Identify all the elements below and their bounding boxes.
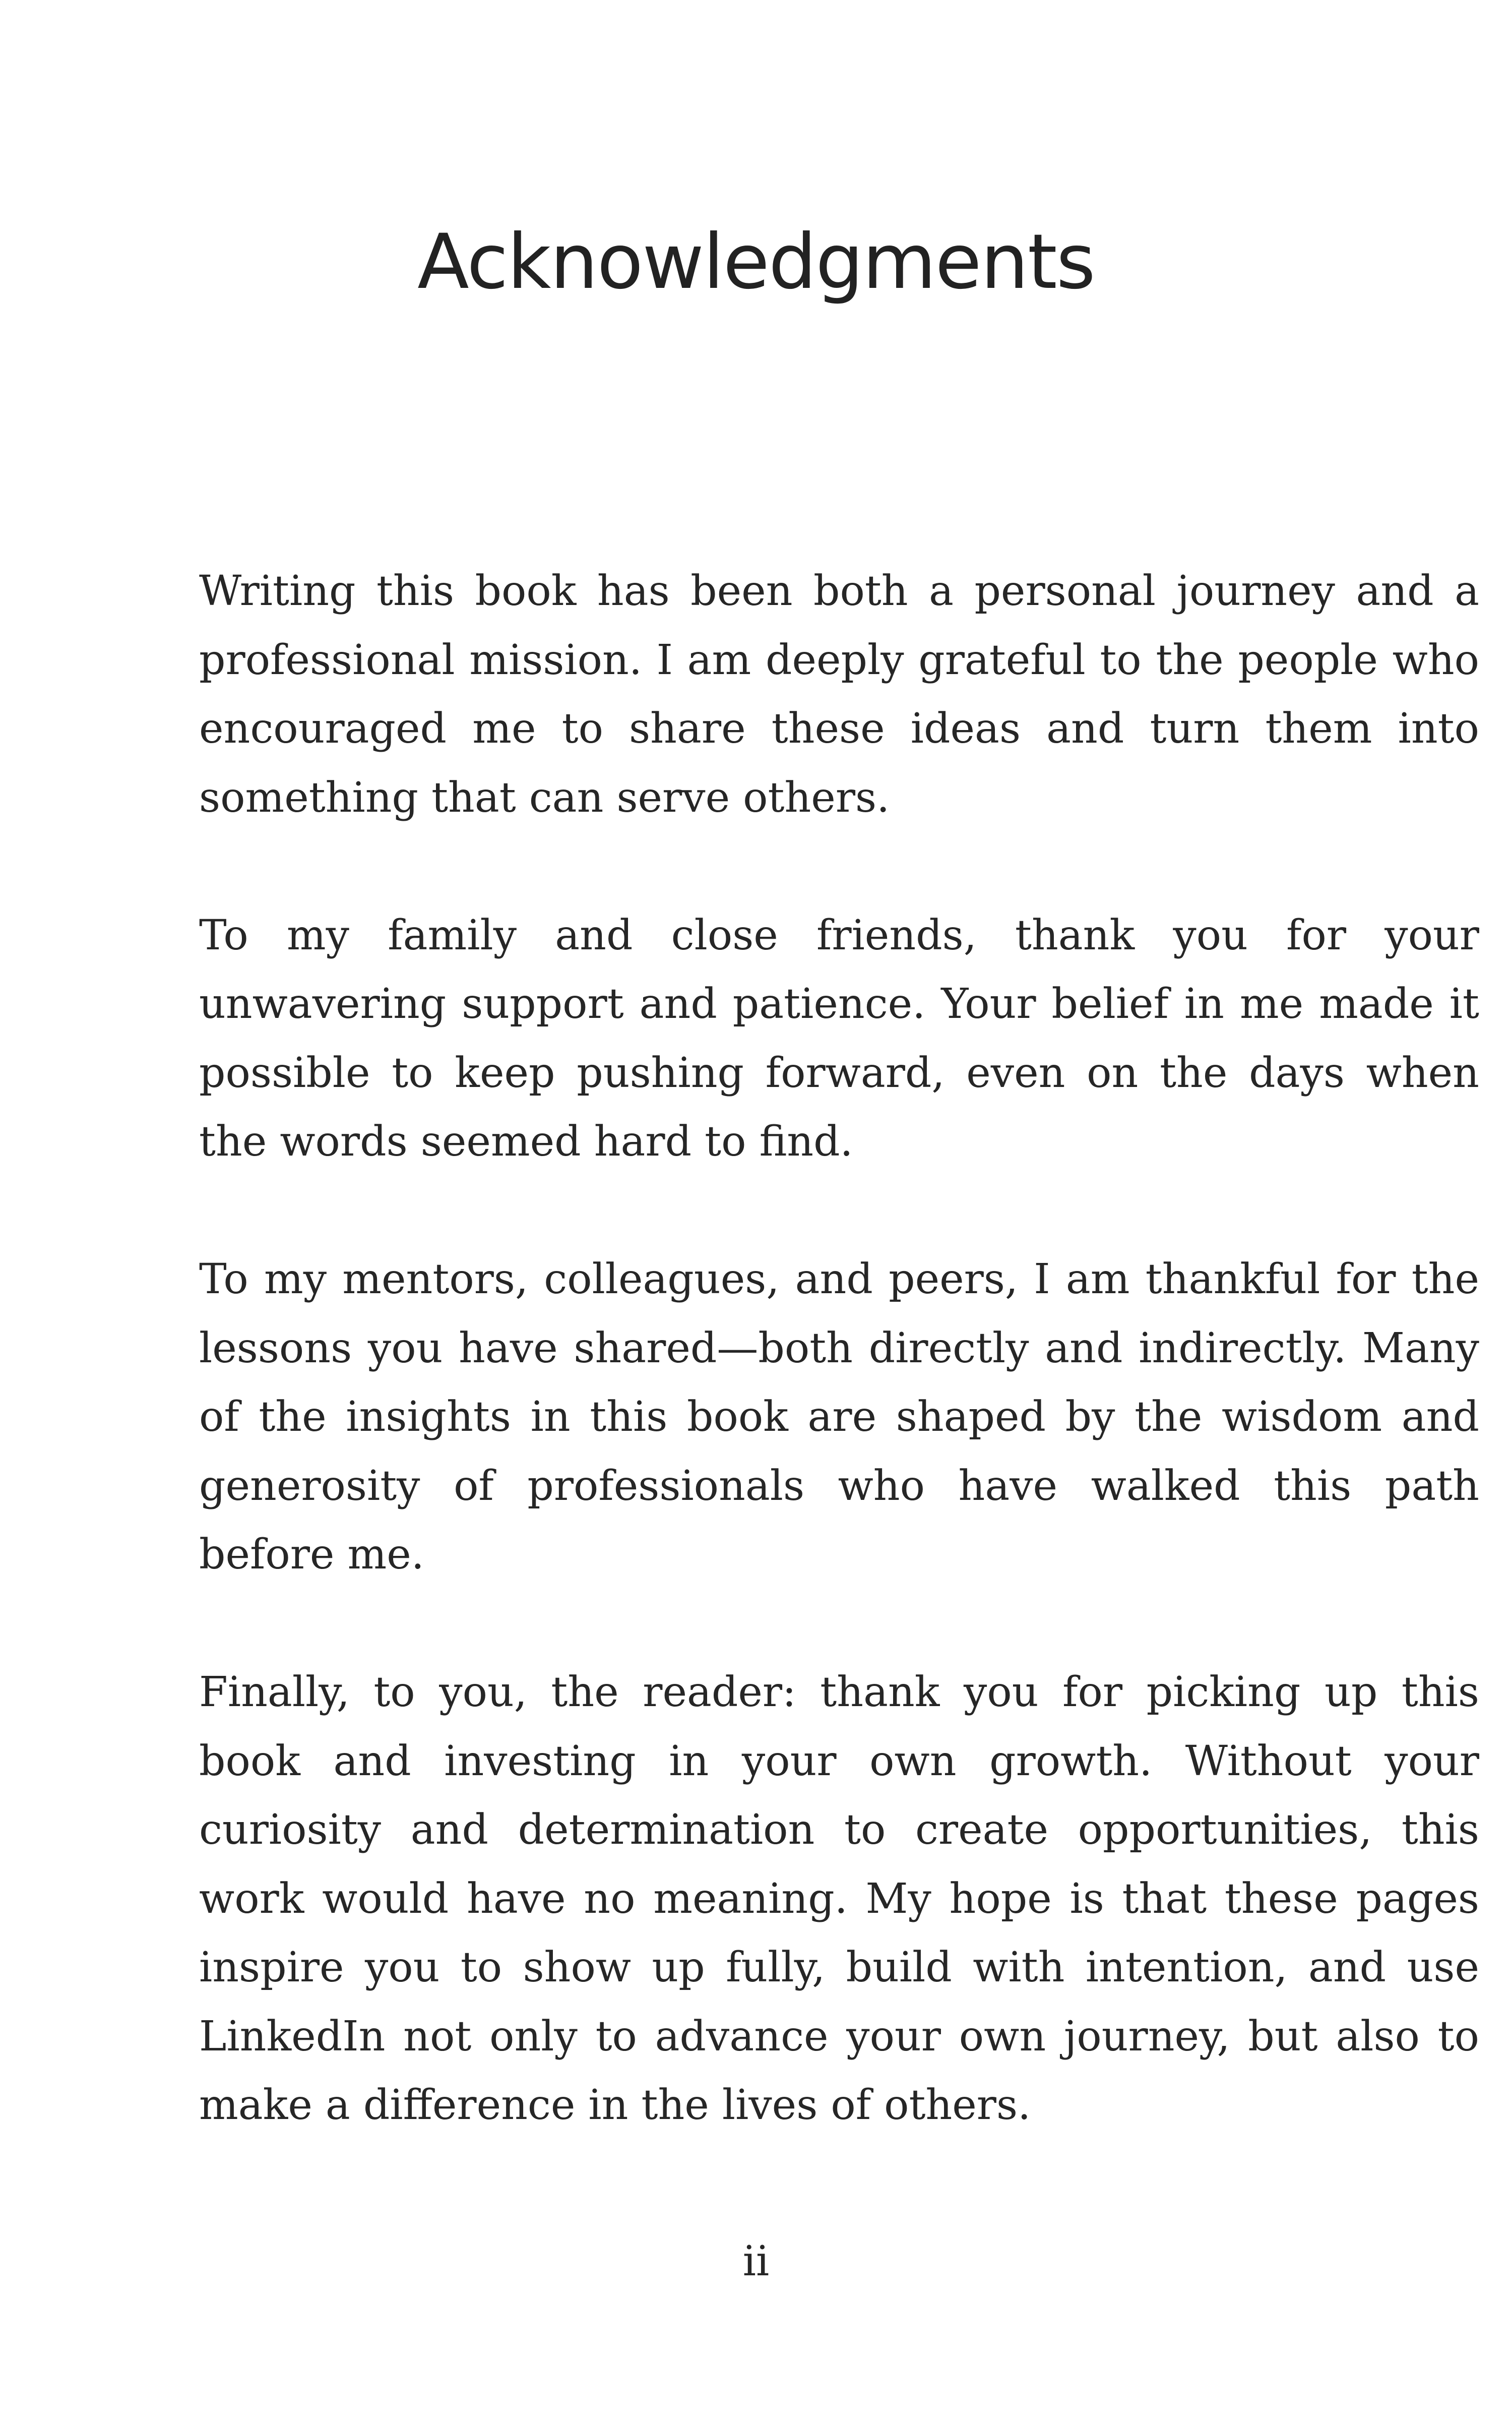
- paragraph-1: Writing this book has been both a personal journey and a professional mission. I am deeply grateful to the people who encouraged me to share these ideas and turn them into something that can serve others.: [199, 567, 1479, 822]
- paragraph-2: To my family and close friends, thank you for your unwavering support and patience. Your belief in me made it possible to keep pushing forward, even on the days when the words seemed hard to find.: [199, 911, 1479, 1166]
- page-number: ii: [742, 2237, 770, 2285]
- acknowledgments-body: [199, 557, 1479, 2140]
- paragraph-4: Finally, to you, the reader: thank you for picking up this book and investing in your own growth. Without your curiosity and determination to create opportunities, this work would have no meaning. My hope is that these pages inspire you to show up fully, build with intention, and use LinkedIn not only to advance your own journey, but also to make a difference in the lives of others.: [199, 1668, 1479, 2129]
- page-title: Acknowledgments: [417, 218, 1095, 306]
- paragraph-3: To my mentors, colleagues, and peers, I am thankful for the lessons you have shared—both directly and indirectly. Many of the insights in this book are shaped by the wisdom and generosity of professionals who have walked this path before me.: [199, 1255, 1479, 1579]
